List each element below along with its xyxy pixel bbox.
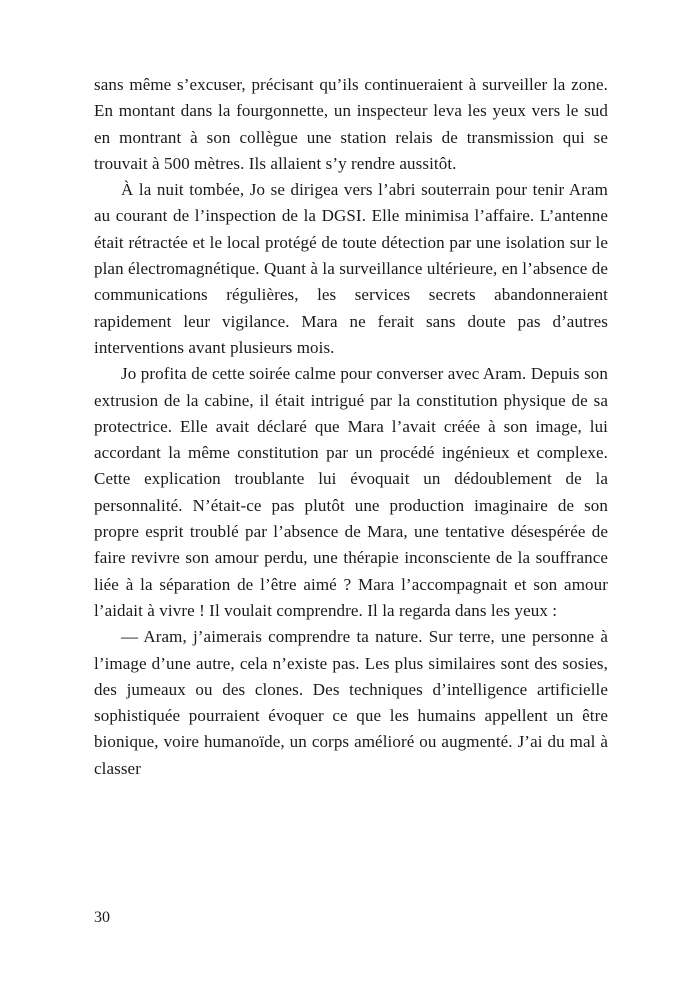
paragraph: Jo profita de cette soirée calme pour converser avec Aram. Depuis son extrusion de la cabine, il était intrigué par la constitution physique de sa protectrice. Elle avait déclaré que Mara l’avait créée à son image, lui accordant la même constitution par un procédé ingénieux et complexe. Cette explication troublante lui évoquait un dédoublement de la personnalité. N’était-ce pas plutôt une production imaginaire de son propre esprit troublé par l’absence de Mara, une tentative désespérée de faire revivre son amour perdu, une thérapie inconsciente de la souffrance liée à la séparation de l’être aimé ? Mara l’accompagnait et son amour l’aidait à vivre ! Il voulait comprendre. Il la regarda dans les yeux : [94,364,608,620]
body-text [94,72,608,782]
paragraph: — Aram, j’aimerais comprendre ta nature. Sur terre, une personne à l’image d’une autre, cela n’existe pas. Les plus similaires sont des sosies, des jumeaux ou des clones. Des techniques d’intelligence artificielle sophistiquée pourraient évoquer ce que les humains appellent un être bionique, voire humanoïde, un corps amélioré ou augmenté. J’ai du mal à classer [94,627,608,778]
page-number: 30 [94,909,110,926]
paragraph: sans même s’excuser, précisant qu’ils continueraient à surveiller la zone. En montant dans la fourgonnette, un inspecteur leva les yeux vers le sud en montrant à son collègue une station relais de transmission qui se trouvait à 500 mètres. Ils allaient s’y rendre aussitôt. [94,75,608,173]
paragraph: À la nuit tombée, Jo se dirigea vers l’abri souterrain pour tenir Aram au courant de l’inspection de la DGSI. Elle minimisa l’affaire. L’antenne était rétractée et le local protégé de toute détection par une isolation sur le plan électromagnétique. Quant à la surveillance ultérieure, en l’absence de communications régulières, les services secrets abandonneraient rapidement leur vigilance. Mara ne ferait sans doute pas d’autres interventions avant plusieurs mois. [94,180,608,357]
